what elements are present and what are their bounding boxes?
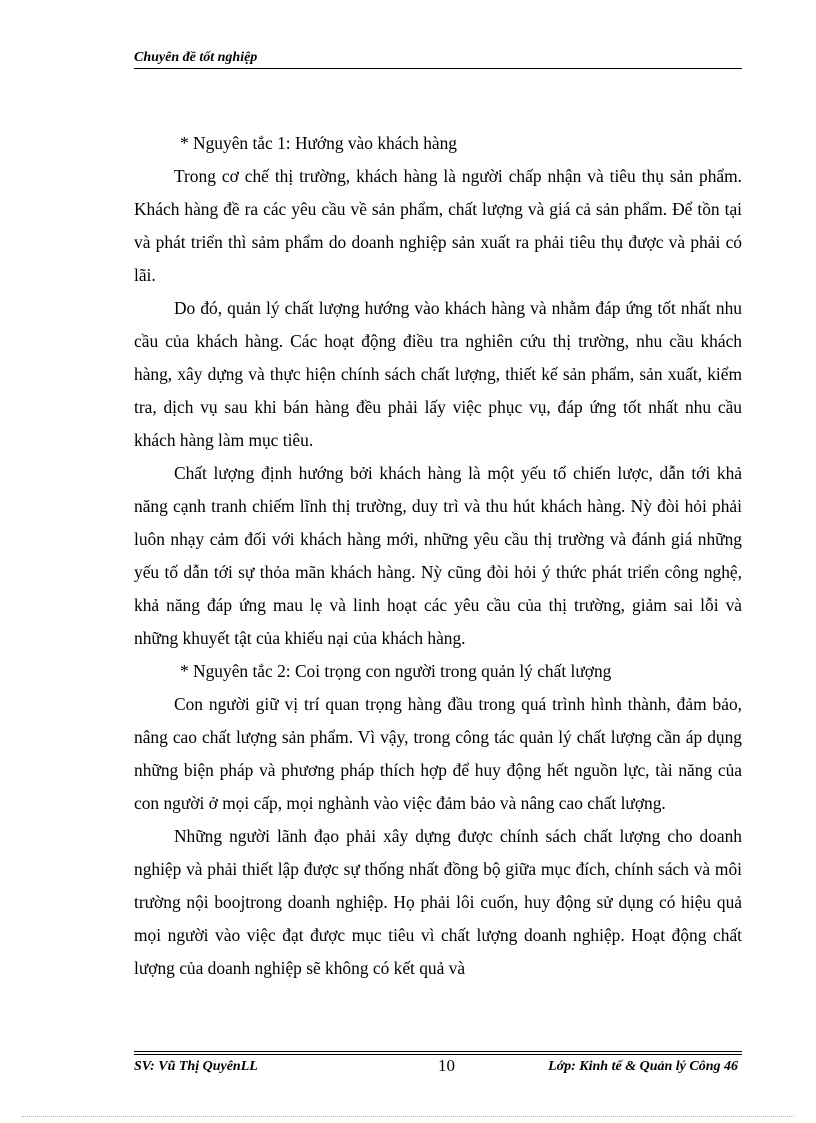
footer-page-number: 10 — [438, 1056, 455, 1075]
header-rule — [134, 68, 742, 69]
page-bottom-border — [22, 1116, 794, 1117]
page-footer — [134, 1051, 742, 1081]
paragraph-leadership: Những người lãnh đạo phải xây dựng được chính sách chất lượng cho doanh nghiệp và phải thiết lập được sự thống nhất đồng bộ giữa mục đích, chính sách và môi trường nội boojtrong doanh nghiệp. Họ phải lôi cuốn, huy động sử dụng có hiệu quả mọi người vào việc đạt được mục tiêu vì chất lượng doanh nghiệp. Hoạt động chất lượng của doanh nghiệp sẽ không có kết quả và — [134, 826, 742, 978]
footer-rule-bottom — [134, 1054, 742, 1055]
principle-1-heading: * Nguyên tắc 1: Hướng vào khách hàng — [180, 133, 457, 153]
paragraph-human-role: Con người giữ vị trí quan trọng hàng đầu trong quá trình hình thành, đảm bảo, nâng cao chất lượng sản phẩm. Vì vậy, trong công tác quản lý chất lượng cần áp dụng những biện pháp và phương pháp thích hợp để huy động hết nguồn lực, tài năng của con người ở mọi cấp, mọi nghành vào việc đảm bảo và nâng cao chất lượng. — [134, 694, 742, 813]
paragraph-customer-strategy: Chất lượng định hướng bởi khách hàng là một yếu tố chiến lược, dẫn tới khả năng cạnh tranh chiếm lĩnh thị trường, duy trì và thu hút khách hàng. Nỳ đòi hỏi phải luôn nhạy cảm đối với khách hàng mới, những yêu cầu thị trường và đánh giá những yếu tố dẫn tới sự thỏa mãn khách hàng. Nỳ cũng đòi hỏi ý thức phát triển công nghệ, khả năng đáp ứng mau lẹ và linh hoạt các yêu cầu của thị trường, giảm sai lỗi và những khuyết tật của khiếu nại của khách hàng. — [134, 463, 742, 648]
header-title: Chuyên đề tốt nghiệp — [134, 50, 258, 65]
footer-rule-top — [134, 1051, 742, 1052]
body-text — [134, 127, 742, 985]
page-header — [134, 48, 742, 70]
paragraph-customer-focus: Do đó, quản lý chất lượng hướng vào khách hàng và nhằm đáp ứng tốt nhất nhu cầu của khách hàng. Các hoạt động điều tra nghiên cứu thị trường, nhu cầu khách hàng, xây dựng và thực hiện chính sách chất lượng, thiết kế sản phẩm, sản xuất, kiểm tra, dịch vụ sau khi bán hàng đều phải lấy việc phục vụ, đáp ứng tốt nhất nhu cầu khách hàng làm mục tiêu. — [134, 298, 742, 450]
footer-class-info: Lớp: Kinh tế & Quản lý Công 46 — [548, 1059, 738, 1074]
principle-2-heading: * Nguyên tắc 2: Coi trọng con người trong quản lý chất lượng — [180, 661, 612, 681]
paragraph-market-mechanism: Trong cơ chế thị trường, khách hàng là người chấp nhận và tiêu thụ sản phẩm. Khách hàng đề ra các yêu cầu về sản phẩm, chất lượng và giá cả sản phẩm. Để tồn tại và phát triển thì sảm phẩm do doanh nghiệp sản xuất ra phải tiêu thụ được và phải có lãi. — [134, 166, 742, 285]
footer-student-name: SV: Vũ Thị QuyênLL — [134, 1059, 258, 1074]
